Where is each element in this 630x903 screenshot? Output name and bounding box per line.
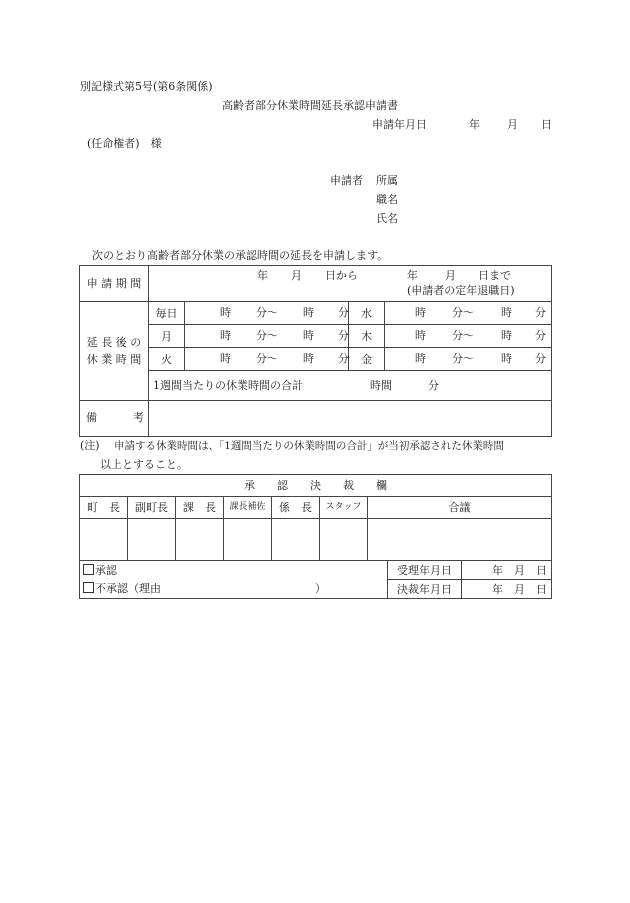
time-right-2[interactable]: 時 分〜 時 分 <box>385 325 552 348</box>
role-mayor: 町 長 <box>80 497 128 519</box>
role-header-row <box>80 497 552 519</box>
stamp-assistant-chief[interactable] <box>224 519 272 561</box>
retirement-note: (申請者の定年退職日) <box>407 284 515 297</box>
stamp-staff[interactable] <box>320 519 368 561</box>
stamp-unit-chief[interactable] <box>272 519 320 561</box>
reject-option[interactable]: 不承認（理由 ） <box>80 580 368 599</box>
received-date-label: 受理年月日 <box>388 561 462 580</box>
time-left-3[interactable]: 時 分〜 時 分 <box>185 348 349 371</box>
reject-checkbox[interactable] <box>83 582 94 593</box>
addressee: (任命権者) 様 <box>87 137 162 150</box>
weekly-total[interactable]: 1週間当たりの休業時間の合計 時間 分 <box>149 371 552 401</box>
decided-date-label: 決裁年月日 <box>388 580 462 599</box>
note-line-1: 申請する休業時間は、「1週間当たりの休業時間の合計」が当初承認された休業時間 <box>114 440 504 452</box>
date-day: 日 <box>541 118 552 131</box>
hours-row-2 <box>80 325 552 348</box>
application-table <box>79 265 552 437</box>
applicant-name: 氏名 <box>376 212 398 225</box>
day-right-3: 金 <box>349 348 385 371</box>
hours-row-1 <box>80 302 552 325</box>
day-left-1: 毎日 <box>149 302 185 325</box>
time-right-1[interactable]: 時 分〜 時 分 <box>385 302 552 325</box>
role-section-chief: 課 長 <box>176 497 224 519</box>
date-year: 年 <box>469 118 480 131</box>
day-right-1: 水 <box>349 302 385 325</box>
day-left-3: 火 <box>149 348 185 371</box>
applicant-position: 職名 <box>376 193 398 206</box>
role-staff: スタッフ <box>320 497 368 519</box>
date-month: 月 <box>507 118 518 131</box>
hours-row-3 <box>80 348 552 371</box>
remarks-label: 備 考 <box>80 401 149 437</box>
document-title: 高齢者部分休業時間延長承認申請書 <box>222 99 398 112</box>
decision-row-1 <box>80 561 552 580</box>
stamp-consultation[interactable] <box>368 519 552 561</box>
consultation-header: 合議 <box>368 497 552 519</box>
time-left-1[interactable]: 時 分〜 時 分 <box>185 302 349 325</box>
application-date-label: 申請年月日 <box>372 118 427 131</box>
approve-option[interactable]: 承認 <box>80 561 368 580</box>
role-assistant-chief: 課長補佐 <box>224 497 272 519</box>
intro-text: 次のとおり高齢者部分休業の承認時間の延長を申請します。 <box>92 249 389 262</box>
applicant-affiliation: 所属 <box>376 174 398 187</box>
role-unit-chief: 係 長 <box>272 497 320 519</box>
period-row <box>80 266 552 302</box>
weekly-total-label: 1週間当たりの休業時間の合計 <box>153 379 303 392</box>
weekly-total-row <box>80 371 552 401</box>
approval-table <box>79 474 552 599</box>
applicant-label: 申請者 <box>330 174 363 187</box>
stamp-mayor[interactable] <box>80 519 128 561</box>
time-left-2[interactable]: 時 分〜 時 分 <box>185 325 349 348</box>
hours-label: 延 長 後 の 休 業 時 間 <box>80 302 149 401</box>
role-deputy-mayor: 副町長 <box>128 497 176 519</box>
received-date-value[interactable]: 年 月 日 <box>462 561 552 580</box>
period-label: 申 請 期 間 <box>80 266 149 302</box>
day-left-2: 月 <box>149 325 185 348</box>
approval-title: 承 認 決 裁 欄 <box>80 475 552 497</box>
period-value[interactable]: 年 月 日から 年 月 日まで (申請者の定年退職日) <box>149 266 552 302</box>
note-mark: (注) <box>80 439 100 452</box>
stamp-row <box>80 519 552 561</box>
form-number: 別記様式第5号(第6条関係) <box>80 80 213 93</box>
decided-date-value[interactable]: 年 月 日 <box>462 580 552 599</box>
note-line-2: 以上とすること。 <box>100 458 188 471</box>
stamp-section-chief[interactable] <box>176 519 224 561</box>
remarks-field[interactable] <box>149 401 552 437</box>
day-right-2: 木 <box>349 325 385 348</box>
remarks-row <box>80 401 552 437</box>
time-right-3[interactable]: 時 分〜 時 分 <box>385 348 552 371</box>
stamp-deputy-mayor[interactable] <box>128 519 176 561</box>
decision-row-2 <box>80 580 552 599</box>
approve-checkbox[interactable] <box>83 564 94 575</box>
